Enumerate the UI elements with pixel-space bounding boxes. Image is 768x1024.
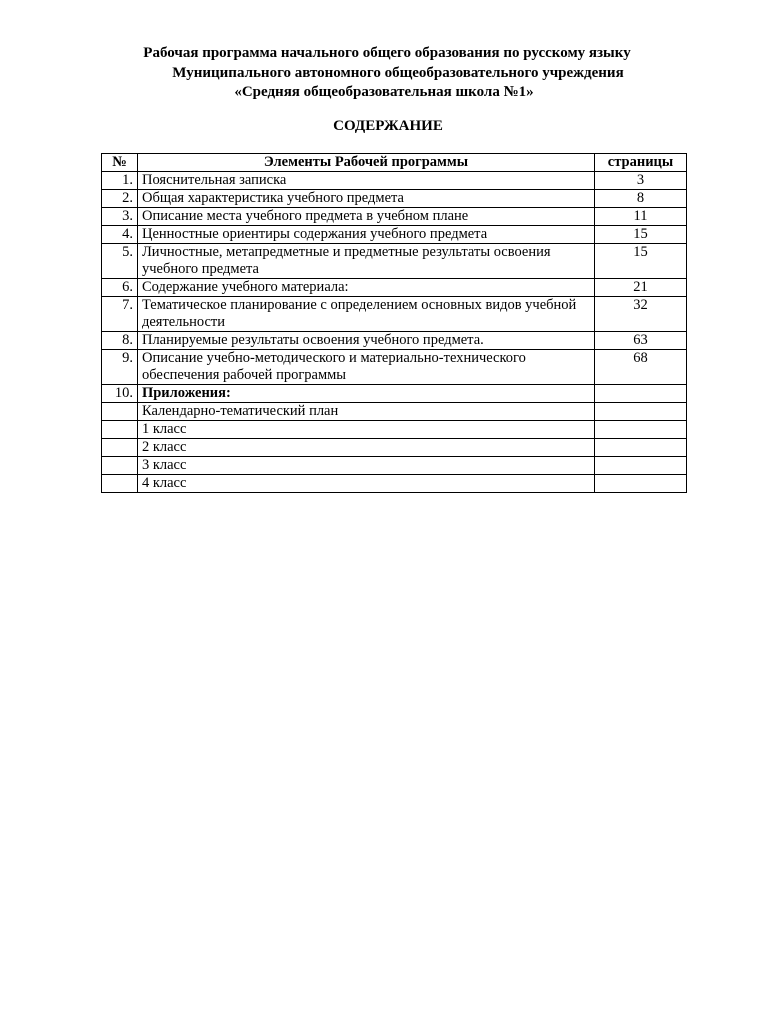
- column-header-elements: Элементы Рабочей программы: [137, 154, 594, 172]
- row-number: 5.: [102, 244, 138, 279]
- toc-title: СОДЕРЖАНИЕ: [333, 118, 443, 134]
- table-row: [102, 403, 687, 421]
- document-header: [0, 44, 768, 103]
- row-title: Описание места учебного предмета в учебном плане: [137, 208, 594, 226]
- row-page: [595, 403, 687, 421]
- row-number: 7.: [102, 297, 138, 332]
- row-number: [102, 457, 138, 475]
- toc-table: [101, 153, 687, 493]
- row-number: 2.: [102, 190, 138, 208]
- row-number: [102, 475, 138, 493]
- table-row: [102, 190, 687, 208]
- table-header-row: [102, 154, 687, 172]
- table-row: [102, 439, 687, 457]
- row-number: [102, 439, 138, 457]
- table-row: [102, 208, 687, 226]
- row-number: 10.: [102, 385, 138, 403]
- row-title-appendices: Приложения:: [137, 385, 594, 403]
- row-page: 15: [595, 226, 687, 244]
- row-number: 1.: [102, 172, 138, 190]
- row-title: Содержание учебного материала:: [137, 279, 594, 297]
- row-page: 8: [595, 190, 687, 208]
- row-title: Описание учебно-методического и материально-технического обеспечения рабочей программы: [137, 350, 594, 385]
- row-page: [595, 475, 687, 493]
- row-number: 9.: [102, 350, 138, 385]
- header-line-school: «Средняя общеобразовательная школа №1»: [234, 84, 534, 100]
- table-row: [102, 172, 687, 190]
- row-title: Планируемые результаты освоения учебного предмета.: [137, 332, 594, 350]
- row-page: 21: [595, 279, 687, 297]
- row-page: 63: [595, 332, 687, 350]
- table-row: [102, 421, 687, 439]
- row-number: 3.: [102, 208, 138, 226]
- row-title: 3 класс: [137, 457, 594, 475]
- table-row: [102, 475, 687, 493]
- row-page: 32: [595, 297, 687, 332]
- row-title: Ценностные ориентиры содержания учебного предмета: [137, 226, 594, 244]
- table-row: [102, 457, 687, 475]
- row-number: 8.: [102, 332, 138, 350]
- table-row: [102, 350, 687, 385]
- row-page: 15: [595, 244, 687, 279]
- row-title: Личностные, метапредметные и предметные результаты освоения учебного предмета: [137, 244, 594, 279]
- row-page: [595, 457, 687, 475]
- row-page: 3: [595, 172, 687, 190]
- table-row: [102, 297, 687, 332]
- table-row: [102, 226, 687, 244]
- row-number: 6.: [102, 279, 138, 297]
- header-line-program: Рабочая программа начального общего образования по русскому языку: [143, 45, 631, 61]
- row-page: [595, 439, 687, 457]
- row-title: Общая характеристика учебного предмета: [137, 190, 594, 208]
- table-row: [102, 279, 687, 297]
- row-title: 1 класс: [137, 421, 594, 439]
- table-row: [102, 385, 687, 403]
- row-page: 11: [595, 208, 687, 226]
- row-page: [595, 385, 687, 403]
- column-header-pages: страницы: [595, 154, 687, 172]
- row-title: Пояснительная записка: [137, 172, 594, 190]
- column-header-number: №: [102, 154, 138, 172]
- row-title: Календарно-тематический план: [137, 403, 594, 421]
- table-row: [102, 244, 687, 279]
- row-title: 2 класс: [137, 439, 594, 457]
- row-title: 4 класс: [137, 475, 594, 493]
- table-row: [102, 332, 687, 350]
- header-line-institution: Муниципального автономного общеобразовательного учреждения: [172, 64, 624, 81]
- row-number: [102, 403, 138, 421]
- row-page: 68: [595, 350, 687, 385]
- row-page: [595, 421, 687, 439]
- row-title: Тематическое планирование с определением основных видов учебной деятельности: [137, 297, 594, 332]
- row-number: 4.: [102, 226, 138, 244]
- row-number: [102, 421, 138, 439]
